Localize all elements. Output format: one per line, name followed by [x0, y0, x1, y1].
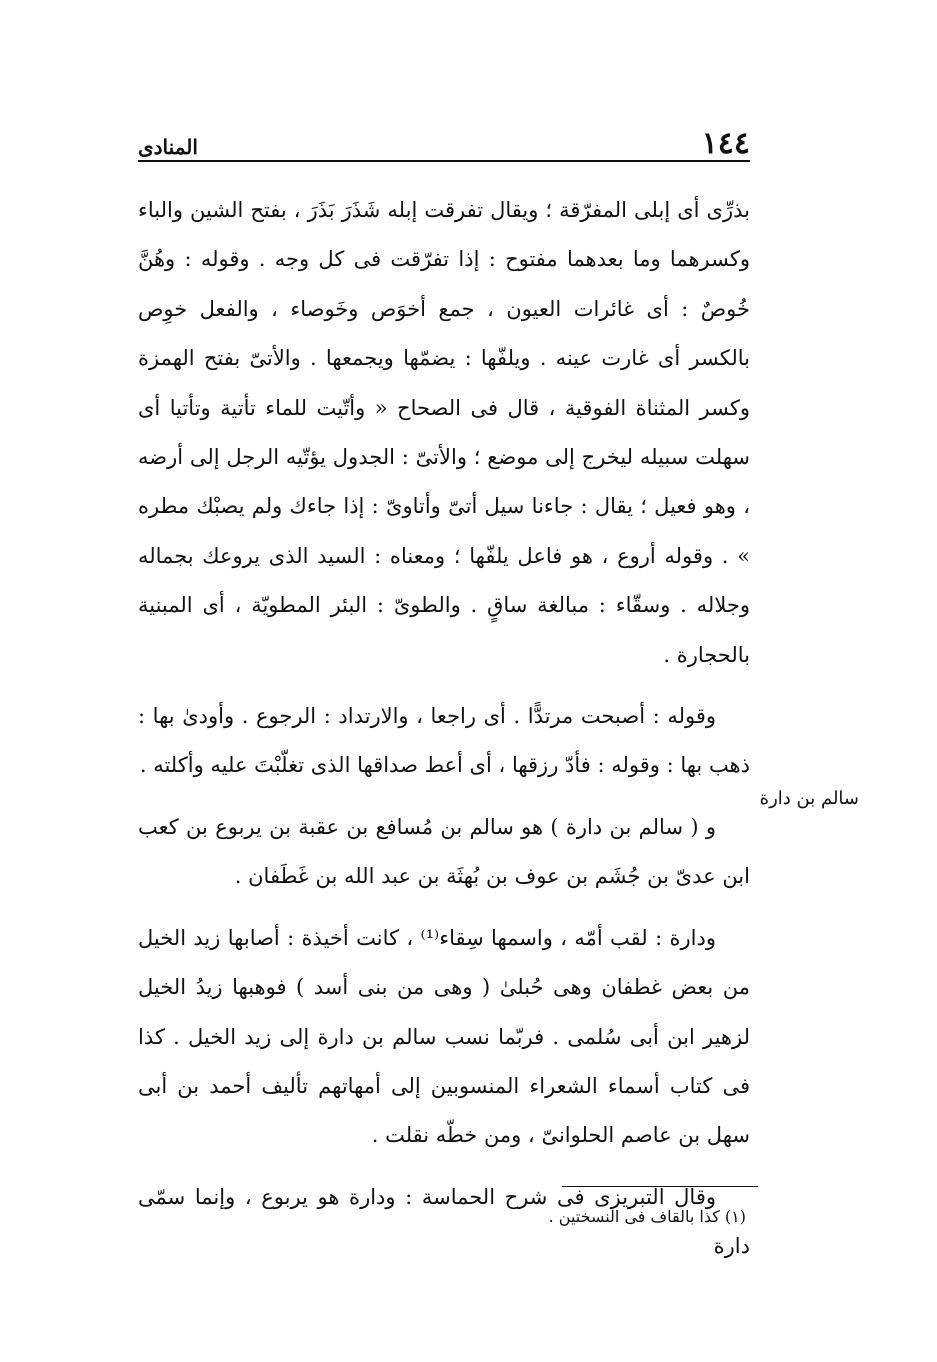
- page-header: [138, 122, 750, 162]
- paragraph-glossary: بذرِّى أى إبلى المفرّقة ؛ ويقال تفرقت إبله شَذَرَ بَذَرَ ، بفتح الشين والباء وكسرهما وما بعدهما مفتوح : إذا تفرّقت فى كل وجه . وقوله : وهُنَّ خُوصٌ : أى غائرات العيون ، جمع أخوَص وخَوصاء ، والفعل خوِص بالكسر أى غارت عينه . ويلفّها : يضمّها ويجمعها . والأتىّ بفتح الهمزة وكسر المثناة الفوقية ، قال فى الصحاح « وأتّيت للماء تأتية وتأتيا أى سهلت سبيله ليخرج إلى موضع ؛ والأتىّ : الجدول يؤتّيه الرجل إلى أرضه ، وهو فعيل ؛ يقال : جاءنا سيل أتىّ وأتاوىّ : إذا جاءك ولم يصبْك مطره » . وقوله أروع ، هو فاعل يلفّها ؛ ومعناه : السيد الذى يروعك بجماله وجلاله . وسقّاء : مبالغة ساقٍ . والطوىّ : البئر المطويّة ، أى المبنية بالحجارة .: [138, 198, 750, 667]
- footnote-rule: [562, 1186, 758, 1187]
- paragraph-darah-mother: ودارة : لقب أمّه ، واسمها سِقاء⁽¹⁾ ، كانت أخيذة : أصابها زيد الخيل من بعض غطفان وهى حُبلىٰ ( وهى من بنى أسد ) فوهبها زيدُ الخيل لزهير ابن أبى سُلمى . فربّما نسب سالم بن دارة إلى زيد الخيل . كذا فى كتاب أسماء الشعراء المنسوبين إلى أمهاتهم تأليف أحمد بن أبى سهل بن عاصم الحلوانىّ ، ومن خطّه نقلت .: [138, 925, 750, 1148]
- main-text: [138, 186, 750, 1284]
- running-title: المنادى: [138, 135, 198, 159]
- page-number: ١٤٤: [701, 126, 750, 161]
- footnote: (١) كذا بالقاف فى النسختين .: [548, 1207, 746, 1226]
- paragraph-salim-lineage: و ( سالم بن دارة ) هو سالم بن مُسافع بن عقبة بن يربوع بن كعب ابن عدىّ بن جُشَم بن عوف بن بُهثَة بن عبد الله بن غَطَفان .: [138, 814, 750, 889]
- paragraph-glossary-continued: وقوله : أصبحت مرتدًّا . أى راجعا ، والارتداد : الرجوع . وأودىٰ بها : ذهب بها : وقوله : فأدّ رزقها ، أى أعط صداقها الذى تغلّبْتَ عليه وأكلته .: [138, 704, 750, 778]
- paragraph-tabrizi: وقال التبريزى فى شرح الحماسة : ودارة هو يربوع ، وإنما سمّى دارة: [138, 1184, 750, 1259]
- header-rule: [138, 160, 750, 162]
- margin-note: سالم بن دارة: [759, 788, 859, 809]
